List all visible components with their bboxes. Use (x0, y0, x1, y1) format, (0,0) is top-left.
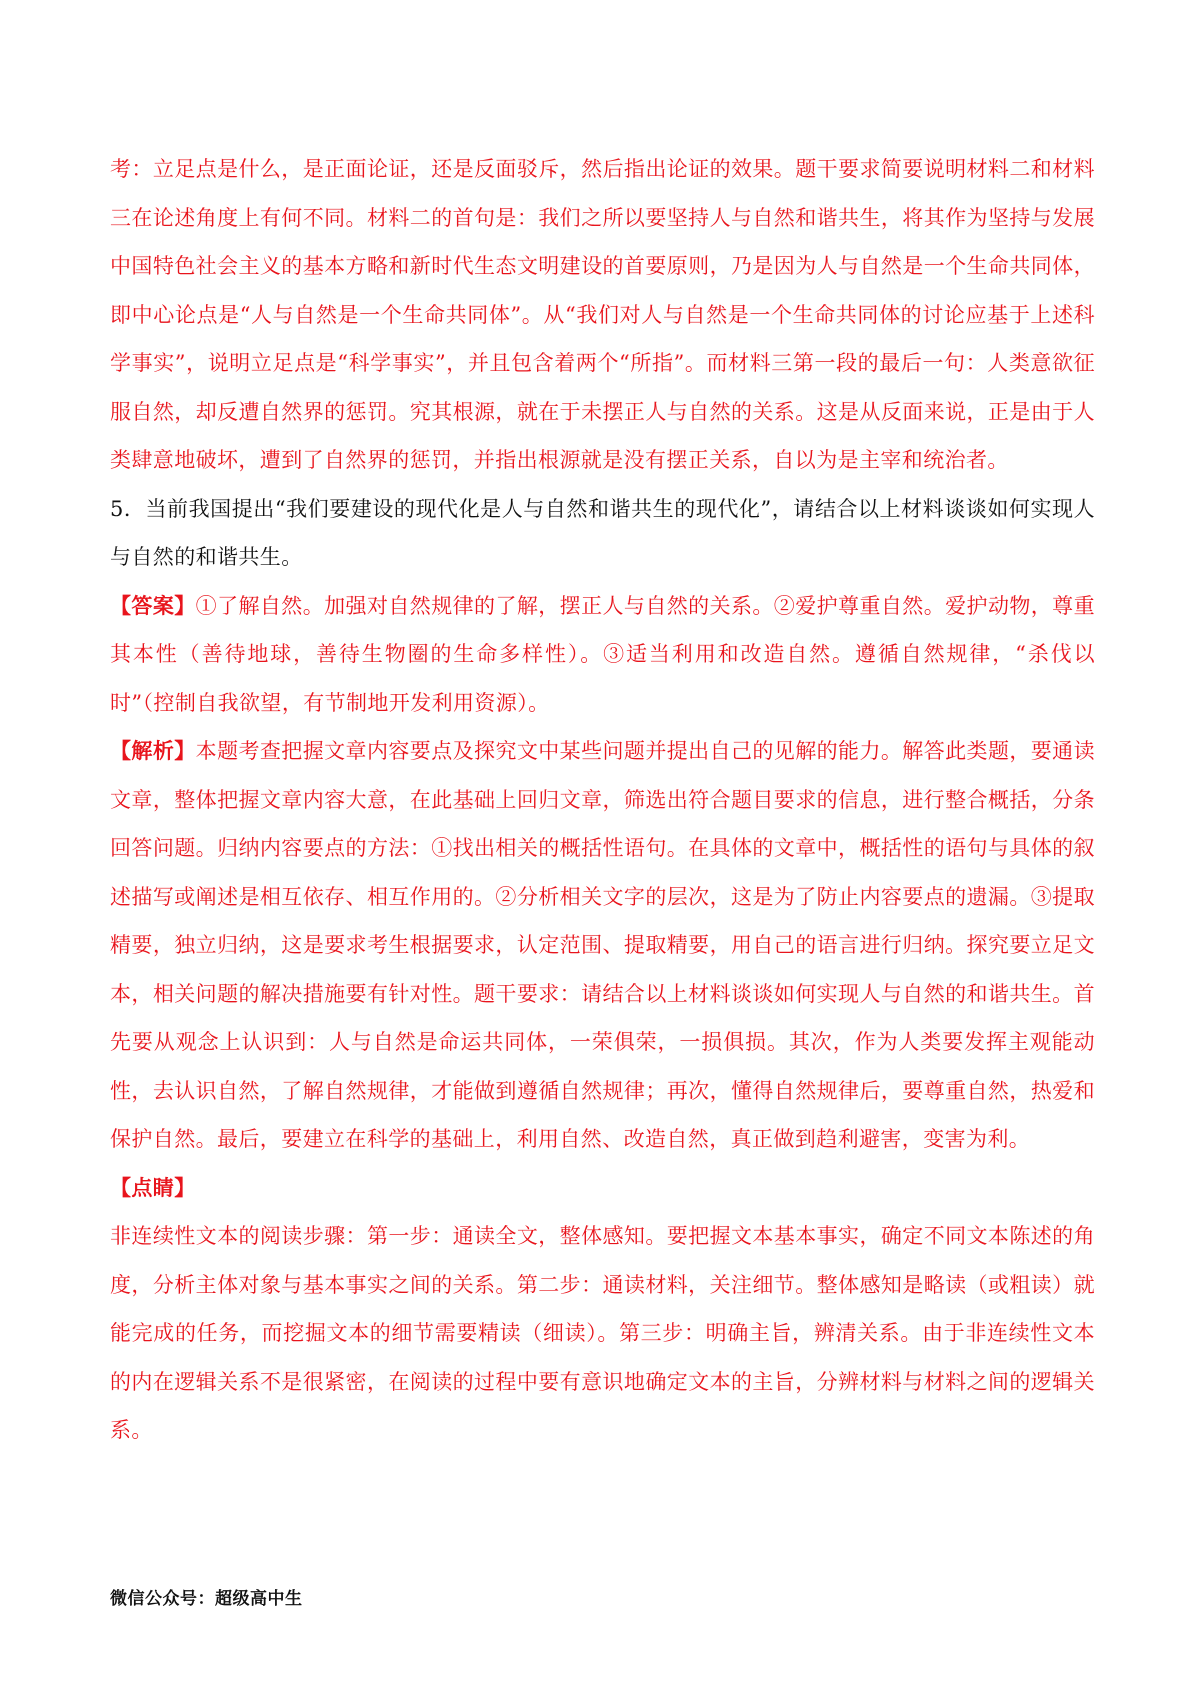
footer-wechat-account: 微信公众号：超级高中生 (110, 1589, 303, 1609)
document-body (110, 145, 1095, 1455)
answer-tag: 【答案】 (110, 593, 196, 618)
analysis-tag: 【解析】 (110, 739, 196, 763)
tip-paragraph: 非连续性文本的阅读步骤：第一步：通读全文，整体感知。要把握文本基本事实，确定不同文本陈述的角度，分析主体对象与基本事实之间的关系。第二步：通读材料，关注细节。整体感知是略读（或粗读）就能完成的任务，而挖掘文本的细节需要精读（细读）。第三步：明确主旨，辨清关系。由于非连续性文本的内在逻辑关系不是很紧密，在阅读的过程中要有意识地确定文本的主旨，分辨材料与材料之间的逻辑关系。 (110, 1224, 1095, 1442)
analysis-text: 本题考查把握文章内容要点及探究文中某些问题并提出自己的见解的能力。解答此类题，要通读文章，整体把握文章内容大意，在此基础上回归文章，筛选出符合题目要求的信息，进行整合概括，分条回答问题。归纳内容要点的方法：①找出相关的概括性语句。在具体的文章中，概括性的语句与具体的叙述描写或阐述是相互依存、相互作用的。②分析相关文字的层次，这是为了防止内容要点的遗漏。③提取精要，独立归纳，这是要求考生根据要求，认定范围、提取精要，用自己的语言进行归纳。探究要立足文本，相关问题的解决措施要有针对性。题干要求：请结合以上材料谈谈如何实现人与自然的和谐共生。首先要从观念上认识到：人与自然是命运共同体，一荣俱荣，一损俱损。其次，作为人类要发挥主观能动性，去认识自然，了解自然规律，才能做到遵循自然规律；再次，懂得自然规律后，要尊重自然，热爱和保护自然。最后，要建立在科学的基础上，利用自然、改造自然，真正做到趋利避害，变害为利。 (110, 739, 1095, 1151)
answer-paragraph (110, 582, 1095, 728)
question-5: 5．当前我国提出“我们要建设的现代化是人与自然和谐共生的现代化”，请结合以上材料谈谈如何实现人与自然的和谐共生。 (110, 496, 1095, 569)
analysis-continuation-paragraph: 考：立足点是什么，是正面论证，还是反面驳斥，然后指出论证的效果。题干要求简要说明材料二和材料三在论述角度上有何不同。材料二的首句是：我们之所以要坚持人与自然和谐共生，将其作为坚持与发展中国特色社会主义的基本方略和新时代生态文明建设的首要原则，乃是因为人与自然是一个生命共同体，即中心论点是“人与自然是一个生命共同体”。从“我们对人与自然是一个生命共同体的讨论应基于上述科学事实”，说明立足点是“科学事实”，并且包含着两个“所指”。而材料三第一段的最后一句：人类意欲征服自然，却反遭自然界的惩罚。究其根源，就在于未摆正人与自然的关系。这是从反面来说，正是由于人类肆意地破坏，遭到了自然界的惩罚，并指出根源就是没有摆正关系，自以为是主宰和统治者。 (110, 157, 1095, 472)
analysis-paragraph (110, 727, 1095, 1164)
tip-tag: 【点睛】 (110, 1175, 196, 1200)
tip-heading (110, 1164, 1095, 1213)
answer-text: ①了解自然。加强对自然规律的了解，摆正人与自然的关系。②爱护尊重自然。爱护动物，尊重其本性（善待地球，善待生物圈的生命多样性）。③适当利用和改造自然。遵循自然规律，“杀伐以时”（控制自我欲望，有节制地开发利用资源）。 (110, 593, 1095, 715)
